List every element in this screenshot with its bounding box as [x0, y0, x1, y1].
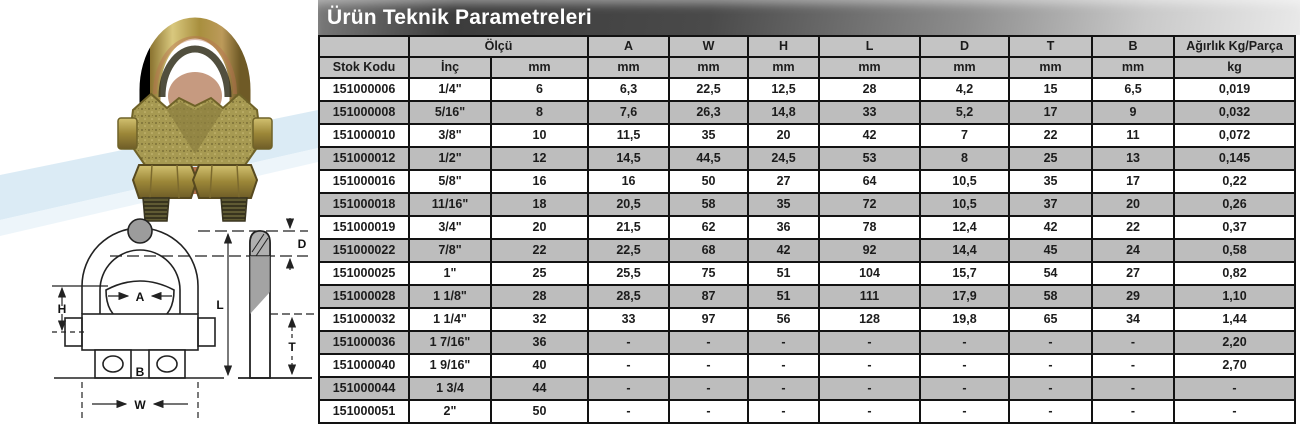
value-cell: 8	[491, 101, 588, 124]
value-cell: -	[819, 331, 920, 354]
value-cell: -	[1092, 400, 1174, 423]
value-cell: 20	[491, 216, 588, 239]
value-cell: 7/8"	[409, 239, 491, 262]
value-cell: 29	[1092, 285, 1174, 308]
value-cell: -	[920, 331, 1009, 354]
value-cell: 25,5	[588, 262, 669, 285]
value-cell: 35	[1009, 170, 1092, 193]
value-cell: 78	[819, 216, 920, 239]
value-cell: -	[669, 354, 748, 377]
unit-cell: mm	[669, 57, 748, 78]
value-cell: 3/4"	[409, 216, 491, 239]
table-row	[319, 239, 1295, 262]
value-cell: 0,019	[1174, 78, 1295, 101]
value-cell: 3/8"	[409, 124, 491, 147]
value-cell: 25	[491, 262, 588, 285]
value-cell: -	[669, 377, 748, 400]
section-title-bar	[318, 0, 1300, 35]
value-cell: 20	[748, 124, 819, 147]
unit-cell: İnç	[409, 57, 491, 78]
value-cell: 50	[491, 400, 588, 423]
value-cell: -	[588, 400, 669, 423]
value-cell: 1 3/4	[409, 377, 491, 400]
page-title: Ürün Teknik Parametreleri	[327, 6, 592, 29]
value-cell: 6,3	[588, 78, 669, 101]
value-cell: 33	[588, 308, 669, 331]
value-cell: 33	[819, 101, 920, 124]
value-cell: 22,5	[669, 78, 748, 101]
value-cell: 8	[920, 147, 1009, 170]
value-cell: 0,032	[1174, 101, 1295, 124]
value-cell: 10	[491, 124, 588, 147]
value-cell: 11/16"	[409, 193, 491, 216]
unit-cell: mm	[1092, 57, 1174, 78]
spec-table	[318, 35, 1296, 424]
value-cell: 35	[748, 193, 819, 216]
value-cell: 56	[748, 308, 819, 331]
value-cell: 13	[1092, 147, 1174, 170]
value-cell: -	[920, 354, 1009, 377]
value-cell: 10,5	[920, 193, 1009, 216]
table-row	[319, 400, 1295, 423]
header-col-w: W	[669, 36, 748, 57]
value-cell: 1 1/4"	[409, 308, 491, 331]
value-cell: -	[588, 377, 669, 400]
table-row	[319, 78, 1295, 101]
value-cell: 16	[491, 170, 588, 193]
stok-kodu-cell: 151000036	[319, 331, 409, 354]
units-row	[319, 57, 1295, 78]
value-cell: 97	[669, 308, 748, 331]
value-cell: -	[588, 354, 669, 377]
product-photo-wire-rope-clip	[104, 2, 286, 222]
value-cell: 1 9/16"	[409, 354, 491, 377]
stok-kodu-cell: 151000032	[319, 308, 409, 331]
value-cell: -	[748, 354, 819, 377]
stok-kodu-cell: 151000028	[319, 285, 409, 308]
header-col-l: L	[819, 36, 920, 57]
value-cell: 17	[1092, 170, 1174, 193]
value-cell: 22	[491, 239, 588, 262]
table-row	[319, 170, 1295, 193]
value-cell: 1/4"	[409, 78, 491, 101]
unit-cell: mm	[491, 57, 588, 78]
table-row	[319, 354, 1295, 377]
dim-label-h: H	[57, 302, 67, 316]
stok-kodu-cell: 151000008	[319, 101, 409, 124]
value-cell: -	[1009, 400, 1092, 423]
value-cell: -	[588, 331, 669, 354]
value-cell: 104	[819, 262, 920, 285]
dimension-diagram	[52, 214, 318, 426]
value-cell: 51	[748, 285, 819, 308]
value-cell: 22	[1009, 124, 1092, 147]
value-cell: 0,58	[1174, 239, 1295, 262]
value-cell: 111	[819, 285, 920, 308]
dim-label-d: D	[297, 237, 307, 251]
table-row	[319, 101, 1295, 124]
stok-kodu-cell: 151000044	[319, 377, 409, 400]
value-cell: 65	[1009, 308, 1092, 331]
value-cell: -	[920, 400, 1009, 423]
value-cell: -	[748, 377, 819, 400]
header-row	[319, 36, 1295, 57]
value-cell: 0,145	[1174, 147, 1295, 170]
header-agirlik: Ağırlık Kg/Parça	[1174, 36, 1295, 57]
value-cell: 26,3	[669, 101, 748, 124]
dim-label-a: A	[135, 290, 145, 304]
value-cell: 1,44	[1174, 308, 1295, 331]
stok-kodu-cell: 151000022	[319, 239, 409, 262]
value-cell: 24,5	[748, 147, 819, 170]
value-cell: 27	[1092, 262, 1174, 285]
value-cell: 44	[491, 377, 588, 400]
table-row	[319, 193, 1295, 216]
value-cell: 32	[491, 308, 588, 331]
value-cell: 34	[1092, 308, 1174, 331]
value-cell: 58	[1009, 285, 1092, 308]
value-cell: 25	[1009, 147, 1092, 170]
value-cell: -	[669, 331, 748, 354]
value-cell: 15,7	[920, 262, 1009, 285]
value-cell: 20,5	[588, 193, 669, 216]
value-cell: 0,072	[1174, 124, 1295, 147]
table-row	[319, 308, 1295, 331]
value-cell: 15	[1009, 78, 1092, 101]
value-cell: -	[748, 331, 819, 354]
value-cell: 58	[669, 193, 748, 216]
value-cell: 92	[819, 239, 920, 262]
header-col-a: A	[588, 36, 669, 57]
unit-cell: mm	[920, 57, 1009, 78]
value-cell: 10,5	[920, 170, 1009, 193]
value-cell: 0,26	[1174, 193, 1295, 216]
value-cell: 6,5	[1092, 78, 1174, 101]
value-cell: 5/16"	[409, 101, 491, 124]
value-cell: -	[1092, 354, 1174, 377]
value-cell: 68	[669, 239, 748, 262]
value-cell: 14,8	[748, 101, 819, 124]
value-cell: 42	[748, 239, 819, 262]
value-cell: 1,10	[1174, 285, 1295, 308]
value-cell: 44,5	[669, 147, 748, 170]
value-cell: 54	[1009, 262, 1092, 285]
dim-label-w: W	[134, 398, 146, 412]
value-cell: 18	[491, 193, 588, 216]
value-cell: 40	[491, 354, 588, 377]
header-col-t: T	[1009, 36, 1092, 57]
value-cell: 22,5	[588, 239, 669, 262]
left-panel	[0, 0, 318, 426]
value-cell: -	[1174, 377, 1295, 400]
value-cell: 45	[1009, 239, 1092, 262]
value-cell: 17,9	[920, 285, 1009, 308]
value-cell: 19,8	[920, 308, 1009, 331]
value-cell: 16	[588, 170, 669, 193]
value-cell: 7	[920, 124, 1009, 147]
value-cell: 53	[819, 147, 920, 170]
value-cell: 12,4	[920, 216, 1009, 239]
nut-right	[193, 165, 257, 198]
value-cell: 28,5	[588, 285, 669, 308]
unit-cell: mm	[588, 57, 669, 78]
table-row	[319, 124, 1295, 147]
value-cell: 0,82	[1174, 262, 1295, 285]
unit-cell: kg	[1174, 57, 1295, 78]
value-cell: 37	[1009, 193, 1092, 216]
value-cell: 24	[1092, 239, 1174, 262]
stok-kodu-cell: 151000019	[319, 216, 409, 239]
value-cell: 20	[1092, 193, 1174, 216]
value-cell: 51	[748, 262, 819, 285]
header-blank	[319, 36, 409, 57]
value-cell: -	[669, 400, 748, 423]
value-cell: 27	[748, 170, 819, 193]
value-cell: -	[1009, 377, 1092, 400]
value-cell: 21,5	[588, 216, 669, 239]
value-cell: 17	[1009, 101, 1092, 124]
spec-table-body	[319, 78, 1295, 423]
value-cell: -	[1092, 377, 1174, 400]
value-cell: 5/8"	[409, 170, 491, 193]
value-cell: 14,4	[920, 239, 1009, 262]
unit-cell: mm	[1009, 57, 1092, 78]
value-cell: 87	[669, 285, 748, 308]
table-row	[319, 331, 1295, 354]
value-cell: -	[819, 377, 920, 400]
unit-cell: mm	[819, 57, 920, 78]
table-row	[319, 216, 1295, 239]
stok-kodu-cell: 151000016	[319, 170, 409, 193]
value-cell: 28	[491, 285, 588, 308]
value-cell: 4,2	[920, 78, 1009, 101]
value-cell: 28	[819, 78, 920, 101]
value-cell: 14,5	[588, 147, 669, 170]
value-cell: 11,5	[588, 124, 669, 147]
value-cell: 1 7/16"	[409, 331, 491, 354]
value-cell: 42	[819, 124, 920, 147]
unit-cell: Stok Kodu	[319, 57, 409, 78]
value-cell: -	[819, 400, 920, 423]
nut-left	[133, 165, 197, 198]
value-cell: 1"	[409, 262, 491, 285]
table-row	[319, 262, 1295, 285]
header-col-b: B	[1092, 36, 1174, 57]
stok-kodu-cell: 151000040	[319, 354, 409, 377]
header-col-h: H	[748, 36, 819, 57]
value-cell: -	[1092, 331, 1174, 354]
value-cell: 22	[1092, 216, 1174, 239]
table-row	[319, 285, 1295, 308]
stok-kodu-cell: 151000010	[319, 124, 409, 147]
value-cell: 5,2	[920, 101, 1009, 124]
dim-label-b: B	[135, 365, 145, 379]
value-cell: -	[1009, 354, 1092, 377]
value-cell: 7,6	[588, 101, 669, 124]
table-row	[319, 377, 1295, 400]
stok-kodu-cell: 151000006	[319, 78, 409, 101]
value-cell: -	[819, 354, 920, 377]
unit-cell: mm	[748, 57, 819, 78]
header-col-d: D	[920, 36, 1009, 57]
table-row	[319, 147, 1295, 170]
value-cell: 36	[491, 331, 588, 354]
value-cell: 11	[1092, 124, 1174, 147]
value-cell: 1/2"	[409, 147, 491, 170]
stok-kodu-cell: 151000051	[319, 400, 409, 423]
dim-label-l: L	[216, 298, 224, 312]
value-cell: 72	[819, 193, 920, 216]
value-cell: 62	[669, 216, 748, 239]
dim-label-t: T	[288, 340, 296, 354]
value-cell: 12	[491, 147, 588, 170]
stok-kodu-cell: 151000025	[319, 262, 409, 285]
value-cell: -	[1174, 400, 1295, 423]
stok-kodu-cell: 151000012	[319, 147, 409, 170]
value-cell: 2,70	[1174, 354, 1295, 377]
value-cell: 64	[819, 170, 920, 193]
value-cell: 42	[1009, 216, 1092, 239]
value-cell: 9	[1092, 101, 1174, 124]
header-olcu: Ölçü	[409, 36, 588, 57]
value-cell: -	[748, 400, 819, 423]
value-cell: 128	[819, 308, 920, 331]
stok-kodu-cell: 151000018	[319, 193, 409, 216]
value-cell: -	[1009, 331, 1092, 354]
value-cell: 6	[491, 78, 588, 101]
value-cell: 35	[669, 124, 748, 147]
value-cell: 0,22	[1174, 170, 1295, 193]
right-panel	[318, 0, 1300, 426]
value-cell: 2,20	[1174, 331, 1295, 354]
value-cell: 12,5	[748, 78, 819, 101]
value-cell: 0,37	[1174, 216, 1295, 239]
value-cell: 50	[669, 170, 748, 193]
value-cell: 2"	[409, 400, 491, 423]
value-cell: -	[920, 377, 1009, 400]
value-cell: 36	[748, 216, 819, 239]
value-cell: 75	[669, 262, 748, 285]
value-cell: 1 1/8"	[409, 285, 491, 308]
